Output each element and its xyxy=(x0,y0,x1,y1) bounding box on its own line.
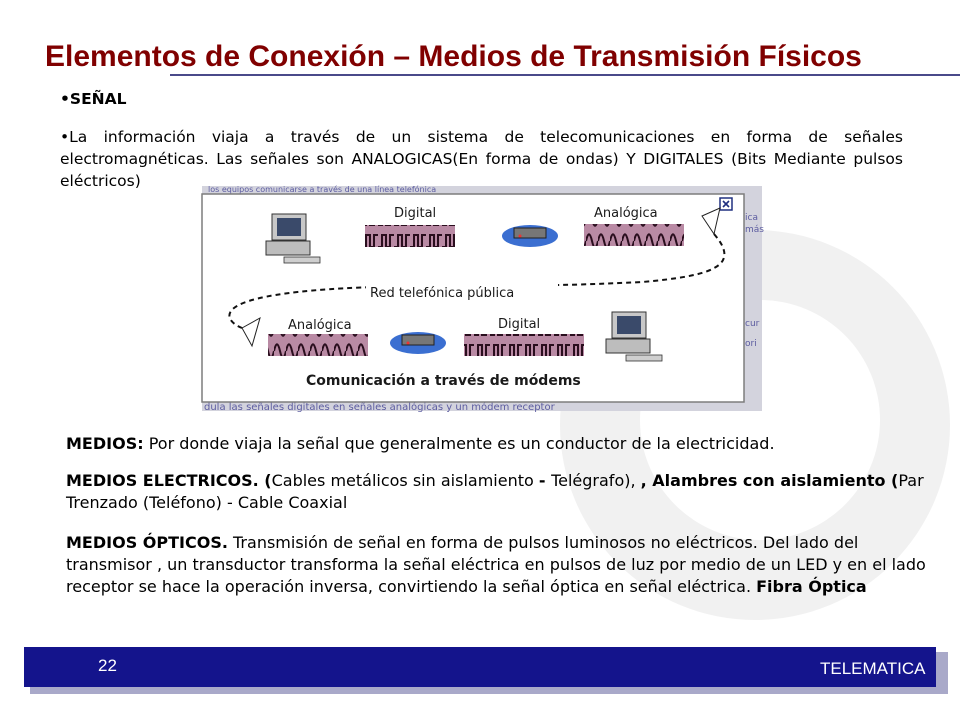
label-digital-bottom: Digital xyxy=(498,317,541,332)
electricos-label: MEDIOS ELECTRICOS. ( xyxy=(66,471,272,490)
label-digital-top: Digital xyxy=(394,206,437,221)
opticos-text: Transmisión de señal en forma de pulsos luminosos no eléctricos. Del lado del transmisor , un transductor transforma la señal eléctrica en pulsos de luz por medio de un LED y en el lado receptor se hace la operación inversa, convirtiendo la señal óptica en señal eléctrica. xyxy=(66,533,926,596)
footer-bar xyxy=(24,647,936,687)
modem-icon-top xyxy=(502,225,558,247)
medios-electricos-paragraph xyxy=(66,470,926,514)
electricos-text-1: Cables metálicos sin aislamiento xyxy=(271,471,539,490)
footer-label: TELEMATICA xyxy=(820,659,926,678)
title-underline xyxy=(170,74,960,76)
diagram-top-caption: los equipos comunicarse a través de una línea telefónica xyxy=(208,185,437,194)
modem-icon-bottom xyxy=(390,332,446,354)
bullet-info: •La información viaja a través de un sistema de telecomunicaciones en forma de señales electromagnéticas. Las señales son ANALOGICAS(En forma de ondas) Y DIGITALES (Bits Mediante pulsos eléctricos) xyxy=(60,128,903,190)
medios-opticos-paragraph xyxy=(66,532,926,598)
digital-signal-top xyxy=(365,225,455,247)
digital-signal-bottom xyxy=(464,334,584,356)
opticos-bold: Fibra Óptica xyxy=(756,577,867,596)
label-analog-bottom: Analógica xyxy=(288,318,352,333)
modem-diagram xyxy=(202,186,762,411)
analog-signal-bottom xyxy=(268,334,368,356)
medios-label: MEDIOS: xyxy=(66,434,144,453)
diagram-side-text-1: ica xyxy=(745,213,758,223)
medios-paragraph xyxy=(66,433,926,455)
diagram-caption: Comunicación a través de módems xyxy=(306,373,581,389)
opticos-label: MEDIOS ÓPTICOS. xyxy=(66,533,228,552)
diagram-side-text-4: ori xyxy=(745,339,757,349)
slide-title: Elementos de Conexión – Medios de Transmisión Físicos xyxy=(45,40,862,73)
diagram-bottom-caption: dula las señales digitales en señales analógicas y un módem receptor xyxy=(204,402,555,413)
electricos-bold-2: , Alambres con aislamiento ( xyxy=(640,471,899,490)
medios-text: Por donde viaja la señal que generalmente es un conductor de la electricidad. xyxy=(143,434,775,453)
bullet-senal: •SEÑAL xyxy=(60,90,127,108)
analog-signal-top xyxy=(584,224,684,246)
label-network: Red telefónica pública xyxy=(370,286,515,301)
close-icon[interactable] xyxy=(720,198,732,210)
diagram-side-text-3: cur xyxy=(745,319,760,329)
electricos-text-2: Telégrafo), xyxy=(551,471,641,490)
label-analog-top: Analógica xyxy=(594,206,658,221)
electricos-dash: - xyxy=(538,471,552,490)
page-number: 22 xyxy=(98,656,117,675)
diagram-side-text-2: más xyxy=(745,225,764,235)
electricos-text-3: Par Trenzado (Teléfono) - Cable Coaxial xyxy=(66,471,924,512)
